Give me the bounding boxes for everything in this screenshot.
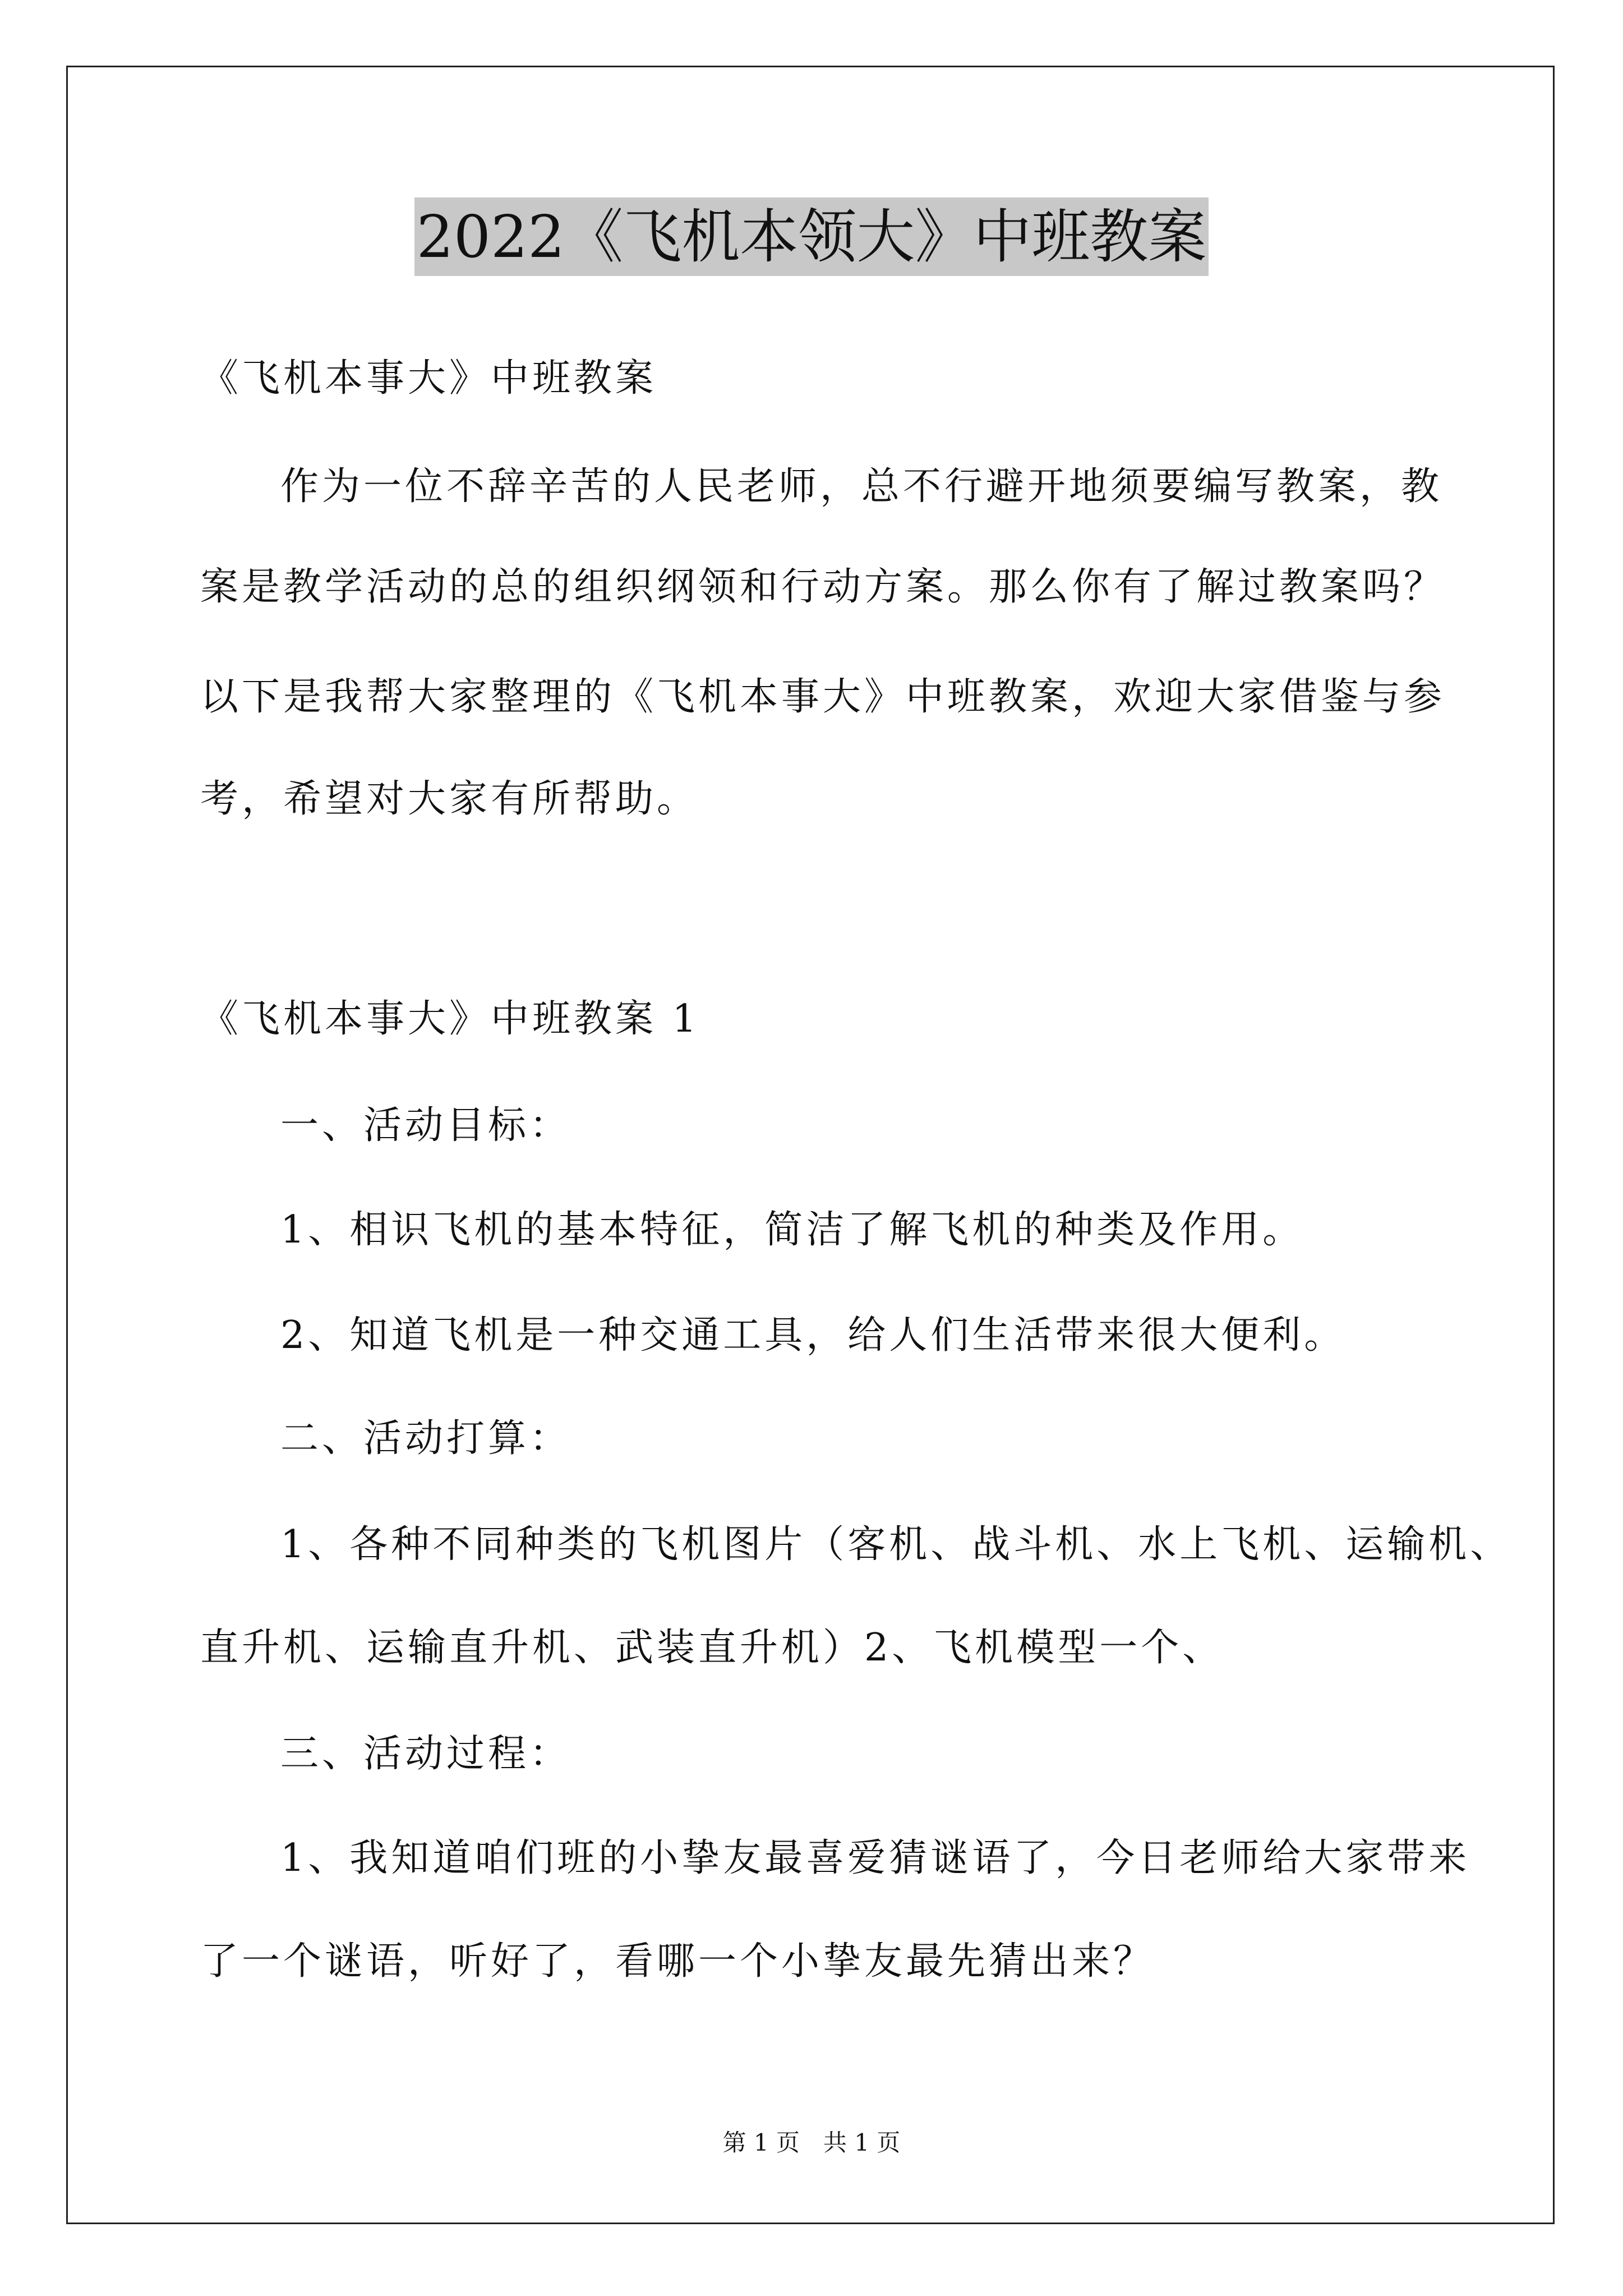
title-container [0,197,1623,276]
list-item: 1、我知道咱们班的小挚友最喜爱猜谜语了，今日老师给大家带来 [280,1836,1470,1880]
section-subheading: 三、活动过程： [280,1732,571,1776]
list-item: 1、相识飞机的基本特征，简洁了解飞机的种类及作用。 [280,1208,1304,1252]
list-item: 2、知道飞机是一种交通工具，给人们生活带来很大便利。 [280,1313,1346,1358]
paragraph-line: 考，希望对大家有所帮助。 [200,777,699,821]
section-subheading: 一、活动目标： [280,1103,571,1148]
paragraph-line: 案是教学活动的总的组织纲领和行动方案。那么你有了解过教案吗？ [200,565,1446,609]
list-item: 1、各种不同种类的飞机图片（客机、战斗机、水上飞机、运输机、 [280,1522,1512,1567]
list-item: 直升机、运输直升机、武装直升机）2、飞机模型一个、 [200,1626,1224,1670]
document-title: 2022《飞机本领大》中班教案 [414,197,1209,276]
paragraph-line: 以下是我帮大家整理的《飞机本事大》中班教案，欢迎大家借鉴与参 [200,675,1446,719]
section-heading: 《飞机本事大》中班教案 1 [200,997,700,1041]
paragraph-line: 作为一位不辞辛苦的人民老师，总不行避开地须要编写教案，教 [280,464,1443,509]
page-footer: 第 1 页 共 1 页 [722,2129,901,2156]
list-item: 了一个谜语，听好了，看哪一个小挚友最先猜出来？ [200,1939,1155,1984]
section-subheading: 二、活动打算： [280,1416,571,1461]
subtitle-line: 《飞机本事大》中班教案 [200,356,657,401]
